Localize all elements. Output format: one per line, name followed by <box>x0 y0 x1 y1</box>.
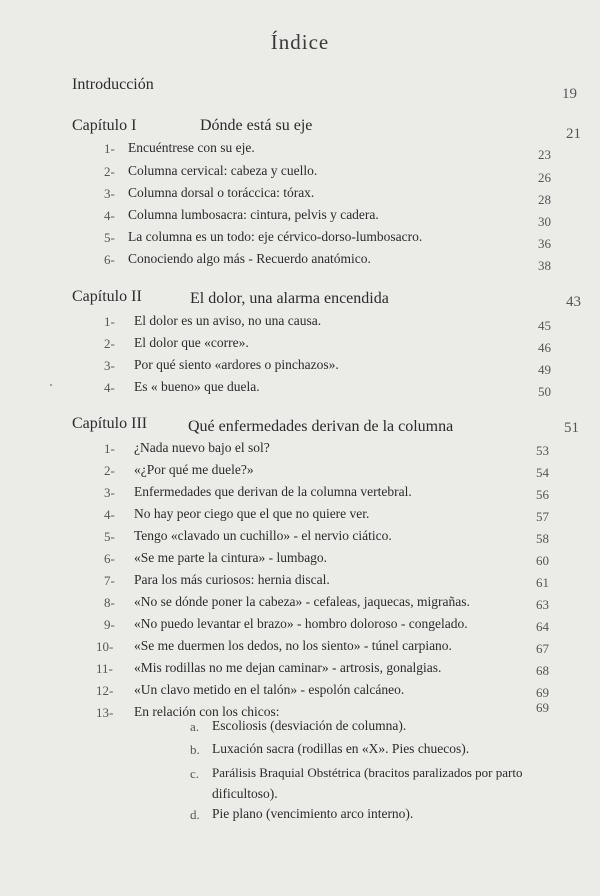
subentry-letter: d. <box>190 807 200 822</box>
entry-number: 6- <box>104 551 115 566</box>
entry-text: «No puedo levantar el brazo» - hombro doloroso - congelado. <box>134 616 468 631</box>
chapter-2-page: 43 <box>566 294 581 310</box>
entry-text: «Un clavo metido en el talón» - espolón calcáneo. <box>134 682 405 697</box>
entry-text: Para los más curiosos: hernia discal. <box>134 572 330 587</box>
entry-page: 64 <box>536 619 549 634</box>
entry-page: 46 <box>538 340 551 355</box>
entry-number: 1- <box>104 441 115 456</box>
subentry-text-continued: dificultoso). <box>212 786 278 801</box>
entry-page: 49 <box>538 362 551 377</box>
entry-number: 2- <box>104 463 115 478</box>
entry-text: «No se dónde poner la cabeza» - cefaleas, jaquecas, migrañas. <box>134 594 470 609</box>
entry-text: Tengo «clavado un cuchillo» - el nervio ciático. <box>134 528 392 543</box>
chapter-2-label: Capítulo II <box>72 288 142 305</box>
entry-number: 1- <box>104 141 115 156</box>
entry-text: Por qué siento «ardores o pinchazos». <box>134 357 339 372</box>
entry-page: 38 <box>538 258 551 273</box>
entry-number: 2- <box>104 336 115 351</box>
entry-number: 12- <box>96 683 114 698</box>
chapter-3-label: Capítulo III <box>72 415 148 432</box>
entry-number: 11- <box>96 661 113 676</box>
entry-text: «¿Por qué me duele?» <box>134 462 254 477</box>
entry-page: 54 <box>536 465 549 480</box>
entry-text: Enfermedades que derivan de la columna vertebral. <box>134 484 412 499</box>
entry-text: Encuéntrese con su eje. <box>128 140 255 155</box>
entry-page: 67 <box>536 641 549 656</box>
entry-text: «Se me parte la cintura» - lumbago. <box>134 550 328 565</box>
entry-number: 3- <box>104 485 115 500</box>
entry-text: ¿Nada nuevo bajo el sol? <box>134 440 270 455</box>
entry-number: 13- <box>96 705 114 720</box>
entry-text: Columna cervical: cabeza y cuello. <box>128 163 318 178</box>
entry-number: 1- <box>104 314 115 329</box>
entry-page: 28 <box>538 192 551 207</box>
entry-page: 60 <box>536 553 549 568</box>
chapter-3-page: 51 <box>564 420 579 436</box>
chapter-3-title: Qué enfermedades derivan de la columna <box>188 418 454 435</box>
entry-number: 7- <box>104 573 115 588</box>
entry-page: 53 <box>536 443 549 458</box>
chapter-1-label: Capítulo I <box>72 117 137 134</box>
subentry-text: Parálisis Braquial Obstétrica (bracitos paralizados por parto <box>212 765 523 780</box>
entry-page: 50 <box>538 384 551 399</box>
entry-text: En relación con los chicos: <box>134 704 280 719</box>
entry-page: 30 <box>538 214 551 229</box>
entry-page: 58 <box>536 531 549 546</box>
entry-number: 2- <box>104 164 115 179</box>
entry-number: 4- <box>104 507 115 522</box>
entry-text: Es « bueno» que duela. <box>134 379 260 394</box>
entry-page: 69 <box>536 700 549 715</box>
entry-page: 57 <box>536 509 549 524</box>
subentry-letter: a. <box>190 719 200 734</box>
page-title: Índice <box>270 30 330 54</box>
entry-text: Columna dorsal o toráccica: tórax. <box>128 185 315 200</box>
entry-number: 8- <box>104 595 115 610</box>
entry-page: 68 <box>536 663 549 678</box>
intro-page: 19 <box>562 86 577 102</box>
entry-number: 4- <box>104 208 115 223</box>
entry-number: 5- <box>104 529 115 544</box>
entry-number: 10- <box>96 639 114 654</box>
entry-text: «Se me duermen los dedos, no los siento» - túnel carpiano. <box>134 638 452 653</box>
entry-number: 5- <box>104 230 115 245</box>
entry-number: 9- <box>104 617 115 632</box>
entry-text: Columna lumbosacra: cintura, pelvis y cadera. <box>128 207 379 222</box>
entry-number: 4- <box>104 380 115 395</box>
chapter-1-page: 21 <box>566 126 581 142</box>
subentry-text: Escoliosis (desviación de columna). <box>212 718 407 733</box>
entry-number: 6- <box>104 252 115 267</box>
entry-number: 3- <box>104 358 115 373</box>
entry-text: No hay peor ciego que el que no quiere ver. <box>134 506 370 521</box>
entry-page: 36 <box>538 236 551 251</box>
entry-page: 63 <box>536 597 549 612</box>
entry-page: 61 <box>536 575 549 590</box>
entry-text: La columna es un todo: eje cérvico-dorso-lumbosacro. <box>128 229 423 244</box>
paper-speck <box>50 384 52 386</box>
entry-text: El dolor que «corre». <box>134 335 249 350</box>
subentry-text: Luxación sacra (rodillas en «X». Pies chuecos). <box>212 741 470 756</box>
entry-text: «Mis rodillas no me dejan caminar» - artrosis, gonalgias. <box>134 660 442 675</box>
entry-page: 26 <box>538 170 551 185</box>
chapter-1-title: Dónde está su eje <box>200 117 313 134</box>
subentry-letter: b. <box>190 742 200 757</box>
subentry-text: Pie plano (vencimiento arco interno). <box>212 806 414 821</box>
entry-text: Conociendo algo más - Recuerdo anatómico. <box>128 251 371 266</box>
entry-page: 69 <box>536 685 549 700</box>
chapter-2-title: El dolor, una alarma encendida <box>190 290 389 307</box>
entry-page: 45 <box>538 318 551 333</box>
entry-page: 56 <box>536 487 549 502</box>
entry-page: 23 <box>538 147 551 162</box>
subentry-letter: c. <box>190 766 200 781</box>
entry-text: El dolor es un aviso, no una causa. <box>134 313 322 328</box>
entry-number: 3- <box>104 186 115 201</box>
intro-label: Introducción <box>72 76 154 93</box>
